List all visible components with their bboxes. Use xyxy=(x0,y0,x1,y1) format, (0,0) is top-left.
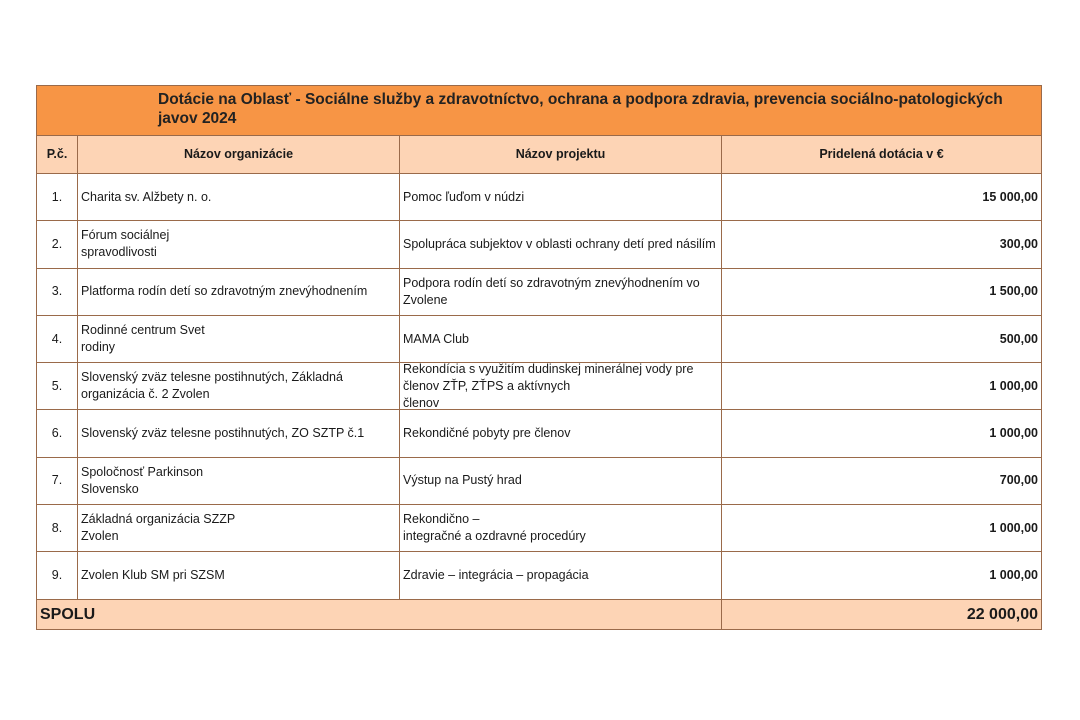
total-amount: 22 000,00 xyxy=(966,605,1038,623)
row-number: 3. xyxy=(37,269,78,315)
grants-table xyxy=(36,85,1042,630)
row-organization: Platforma rodín detí so zdravotným znevýhodnením xyxy=(78,269,400,315)
table-title: Dotácie na Oblasť - Sociálne služby a zdravotníctvo, ochrana a podpora zdravia, prevencia sociálno-patologických javov 2024 xyxy=(37,86,1041,136)
row-amount: 1 000,00 xyxy=(989,426,1038,441)
row-number: 8. xyxy=(37,505,78,551)
row-project: Rekondičné pobyty pre členov xyxy=(400,410,722,456)
row-organization: Slovenský zväz telesne postihnutých, Základná organizácia č. 2 Zvolen xyxy=(78,363,400,409)
row-organization: Fórum sociálnej spravodlivosti xyxy=(78,221,400,267)
row-organization: Spoločnosť Parkinson Slovensko xyxy=(78,458,400,504)
total-label: SPOLU xyxy=(37,600,722,629)
row-amount: 1 000,00 xyxy=(989,378,1038,393)
table-row xyxy=(37,363,1041,410)
header-organization: Názov organizácie xyxy=(78,136,400,173)
row-project: Podpora rodín detí so zdravotným znevýhodnením vo Zvolene xyxy=(400,269,722,315)
row-amount: 1 000,00 xyxy=(989,520,1038,535)
header-project: Názov projektu xyxy=(400,136,722,173)
row-project: MAMA Club xyxy=(400,316,722,362)
table-row xyxy=(37,316,1041,363)
row-project: Rekondično – integračné a ozdravné procedúry xyxy=(400,505,722,551)
row-amount: 700,00 xyxy=(999,473,1038,488)
table-row xyxy=(37,221,1041,268)
row-number: 7. xyxy=(37,458,78,504)
row-project: Pomoc ľuďom v núdzi xyxy=(400,174,722,220)
row-project: Spolupráca subjektov v oblasti ochrany detí pred násilím xyxy=(400,221,722,267)
row-organization: Zvolen Klub SM pri SZSM xyxy=(78,552,400,598)
table-row xyxy=(37,269,1041,316)
row-organization: Rodinné centrum Svet rodiny xyxy=(78,316,400,362)
row-amount: 15 000,00 xyxy=(982,189,1038,204)
table-row xyxy=(37,458,1041,505)
row-amount: 1 000,00 xyxy=(989,568,1038,583)
header-grant: Pridelená dotácia v € xyxy=(819,147,944,161)
table-row xyxy=(37,505,1041,552)
row-amount: 500,00 xyxy=(999,331,1038,346)
row-project: Rekondícia s využitím dudinskej minerálnej vody pre členov ZŤP, ZŤPS a aktívnych členov xyxy=(400,363,722,409)
row-number: 6. xyxy=(37,410,78,456)
row-project: Zdravie – integrácia – propagácia xyxy=(400,552,722,598)
table-row xyxy=(37,552,1041,599)
table-row xyxy=(37,174,1041,221)
row-amount: 1 500,00 xyxy=(989,284,1038,299)
row-number: 5. xyxy=(37,363,78,409)
table-row xyxy=(37,410,1041,457)
row-organization: Základná organizácia SZZP Zvolen xyxy=(78,505,400,551)
row-organization: Charita sv. Alžbety n. o. xyxy=(78,174,400,220)
row-number: 4. xyxy=(37,316,78,362)
row-number: 2. xyxy=(37,221,78,267)
header-number: P.č. xyxy=(37,136,78,173)
row-number: 1. xyxy=(37,174,78,220)
row-organization: Slovenský zväz telesne postihnutých, ZO SZTP č.1 xyxy=(78,410,400,456)
total-row xyxy=(37,600,1041,629)
row-project: Výstup na Pustý hrad xyxy=(400,458,722,504)
row-amount: 300,00 xyxy=(999,236,1038,251)
row-number: 9. xyxy=(37,552,78,598)
table-header-row xyxy=(37,136,1041,174)
